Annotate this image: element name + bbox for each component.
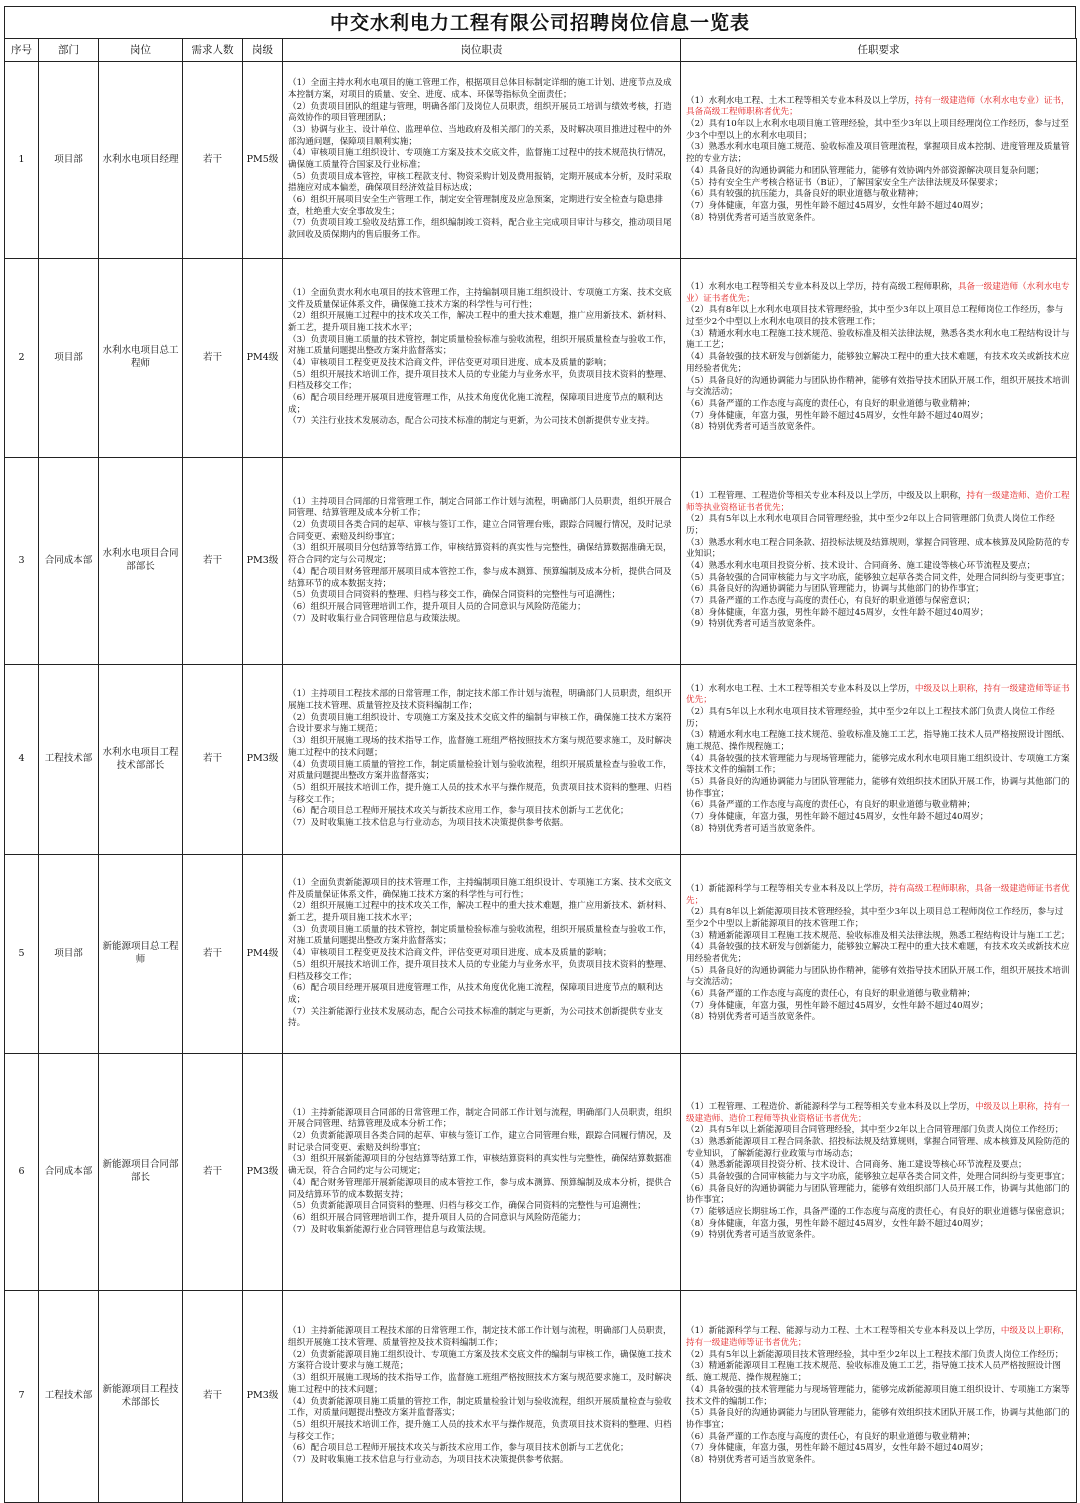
duty-item: （5）负责项目成本管控，审核工程款支付、物资采购计划及费用报销，定期开展成本分析，及时采取措施应对成本偏差，确保项目经济效益目标达成； <box>288 171 672 194</box>
requirement-item <box>686 777 1071 800</box>
requirement-item <box>686 96 1071 119</box>
requirement-red-text: 持有一级建造师（水利水电专业）证书，具备高级工程师职称者优先； <box>686 95 1070 118</box>
duty-item: （7）关注行业技术发展动态，配合公司技术标准的制定与更新，为公司技术创新提供专业支持。 <box>288 416 655 427</box>
requirement-item <box>686 1219 1071 1231</box>
requirements-cell <box>681 1291 1077 1503</box>
requirements-cell <box>681 259 1077 458</box>
requirement-red-text: 具备一级建造师（水利水电专业）证书者优先； <box>686 282 1070 304</box>
duty-item: （6）组织开展合同管理培训工作，提升项目人员的合同意识与风险防范能力； <box>288 1212 586 1223</box>
row-number: 7 <box>5 1291 39 1503</box>
requirement-item <box>686 1001 1071 1013</box>
requirement-item <box>686 966 1071 989</box>
duty-item: （6）配合项目总工程师开展技术攻关与新技术应用工作，参与项目技术创新与工艺优化； <box>288 1443 629 1454</box>
department-cell: 工程技术部 <box>39 665 99 855</box>
requirement-pre-text: （2）具有10年以上水利水电项目施工管理经验，其中至少3年以上项目经理岗位工作经历，参与过至少3个中型以上的水利水电项目； <box>686 119 1069 141</box>
header-dept: 部门 <box>39 39 99 62</box>
page-title: 中交水利电力工程有限公司招聘岗位信息一览表 <box>4 6 1076 38</box>
duty-item: （6）配合项目经理开展项目进度管理工作，从技术角度优化施工流程，保障项目进度节点的顺利达成； <box>288 393 664 415</box>
requirement-item <box>686 1102 1071 1125</box>
requirement-pre-text: （3）熟悉水利水电工程合同条款、招投标法规及结算规则，掌握合同管理、成本核算及风险防范的专业知识； <box>686 537 1070 560</box>
header-reqs: 任职要求 <box>681 39 1077 62</box>
requirement-item <box>686 824 1071 836</box>
duty-item: （7）及时收集行业合同管理信息与政策法规。 <box>288 613 466 624</box>
duty-item: （3）负责项目施工质量的技术管控，制定质量检验标准与验收流程，组织开展质量检查与验收工作，对施工质量问题提出整改方案并监督落实； <box>288 334 672 357</box>
requirement-item <box>686 1172 1071 1184</box>
table-row <box>5 62 1077 259</box>
requirement-pre-text: （2）具有8年以上水利水电项目技术管理经验，其中至少3年以上项目总工程师岗位工作经历，参与过至少2个中型以上水利水电项目的技术管理工作； <box>686 305 1064 328</box>
requirement-pre-text: （7）身体健康，年富力强，男性年龄不超过45周岁，女性年龄不超过40周岁； <box>686 812 989 823</box>
requirements-cell <box>681 665 1077 855</box>
position-cell: 水利水电项目经理 <box>99 62 183 259</box>
requirement-item <box>686 1230 1071 1242</box>
requirement-pre-text: （5）具备良好的沟通协调能力与团队管理能力，能够有效组织技术团队开展工作，协调与其他部门的协作事宜； <box>686 777 1070 799</box>
requirement-pre-text: （4）具备较强的技术研发与创新能力，能够独立解决工程中的重大技术难题，有技术攻关或新技术应用经验者优先； <box>686 352 1070 374</box>
requirement-item <box>686 730 1071 753</box>
duty-item: （7）及时收集施工技术信息与行业动态，为项目技术决策提供参考依据。 <box>288 1454 569 1465</box>
requirement-pre-text: （4）具备较强的技术管理能力与现场管理能力，能够完成水利水电项目施工组织设计、专项施工方案等技术文件的编制工作； <box>686 753 1070 776</box>
duty-item: （5）组织开展技术培训工作，提升项目技术人员的专业能力与业务水平，负责项目技术资料的整理、归档及移交工作； <box>288 959 672 982</box>
header-post: 岗位 <box>99 39 183 62</box>
requirement-pre-text: （6）具备良好的沟通协调能力与团队管理能力，能够有效组织部门人员开展工作，协调与其他部门的协作事宜； <box>686 1183 1070 1206</box>
duties-cell <box>283 1054 681 1291</box>
requirement-pre-text: （5）具备良好的沟通协调能力与团队管理能力，能够有效组织技术团队开展工作，协调与其他部门的协作事宜； <box>686 1408 1070 1430</box>
requirement-pre-text: （3）精通新能源项目工程施工技术规范、验收标准及相关法律法规，熟悉工程结构设计与施工工艺； <box>686 930 1070 941</box>
requirement-pre-text: （1）水利水电工程、土木工程等相关专业本科及以上学历， <box>686 95 915 106</box>
requirements-cell <box>681 62 1077 259</box>
grade-cell: PM3级 <box>243 458 283 665</box>
requirement-item <box>686 201 1071 213</box>
duty-item: （2）组织开展施工过程中的技术攻关工作，解决工程中的重大技术难题，推广应用新技术、新材料、新工艺，提升项目施工技术水平； <box>288 901 672 924</box>
duty-item: （4）审核项目工程变更及技术洽商文件，评估变更对项目进度、成本及质量的影响； <box>288 948 612 959</box>
row-number: 2 <box>5 259 39 458</box>
duty-item: （6）组织开展合同管理培训工作，提升项目人员的合同意识与风险防范能力； <box>288 601 586 612</box>
requirement-item <box>686 584 1071 596</box>
headcount-cell: 若干 <box>183 259 243 458</box>
duty-item: （5）组织开展技术培训工作，提升施工人员的技术水平与操作规范，负责项目技术资料的整理、归档与移交工作； <box>288 782 672 805</box>
requirement-item <box>686 1385 1071 1408</box>
requirement-pre-text: （7）能够适应长期驻场工作，具备严谨的工作态度与高度的责任心，有良好的职业道德与保密意识； <box>686 1207 1070 1218</box>
duties-cell <box>283 1291 681 1503</box>
header-no: 序号 <box>5 39 39 62</box>
requirement-pre-text: （9）特别优秀者可适当放宽条件。 <box>686 1230 821 1241</box>
requirement-item <box>686 931 1071 943</box>
department-cell: 项目部 <box>39 259 99 458</box>
requirement-item <box>686 684 1071 707</box>
row-number: 3 <box>5 458 39 665</box>
requirement-item <box>686 754 1071 777</box>
requirement-pre-text: （7）具备严谨的工作态度与高度的责任心，有良好的职业道德与保密意识； <box>686 596 976 607</box>
requirement-pre-text: （2）具有8年以上新能源项目技术管理经验，其中至少3年以上项目总工程师岗位工作经历，参与过至少2个中型以上新能源项目的技术管理工作； <box>686 907 1064 929</box>
row-number: 4 <box>5 665 39 855</box>
duty-item: （4）审核项目工程变更及技术洽商文件，评估变更对项目进度、成本及质量的影响； <box>288 358 612 368</box>
requirements-cell <box>681 1054 1077 1291</box>
requirement-item <box>686 1184 1071 1207</box>
requirement-item <box>686 1350 1071 1362</box>
duty-item: （4）配合财务管理部开展新能源项目的成本管控工作，参与成本测算、预算编制及成本分析，提供合同及结算环节的成本数据支持； <box>288 1177 672 1200</box>
requirement-pre-text: （1）新能源科学与工程、能源与动力工程、土木工程等相关专业本科及以上学历， <box>686 1326 1001 1337</box>
requirement-pre-text: （4）具备较强的技术管理能力与现场管理能力，能够完成新能源项目施工组织设计、专项施工方案等技术文件的编制工作； <box>686 1384 1070 1407</box>
header-duties: 岗位职责 <box>283 39 681 62</box>
department-cell: 项目部 <box>39 855 99 1054</box>
duties-cell <box>283 62 681 259</box>
requirement-item <box>686 119 1071 142</box>
requirement-pre-text: （1）工程管理、工程造价等相关专业本科及以上学历，中级及以上职称， <box>686 490 967 501</box>
duty-item: （7）及时收集施工技术信息与行业动态，为项目技术决策提供参考依据。 <box>288 817 569 828</box>
requirement-pre-text: （6）具有较强的抗压能力，具备良好的职业道德与敬业精神； <box>686 189 924 200</box>
requirement-pre-text: （8）特别优秀者可适当放宽条件。 <box>686 422 821 433</box>
requirement-item <box>686 1207 1071 1219</box>
requirement-pre-text: （2）具有5年以上新能源项目合同管理经验，其中至少2年以上合同管理部门负责人岗位工作经历； <box>686 1125 1064 1136</box>
table-body <box>5 62 1077 1503</box>
requirement-item <box>686 329 1071 352</box>
grade-cell: PM3级 <box>243 1054 283 1291</box>
header-count: 需求人数 <box>183 39 243 62</box>
duty-item: （2）负责新能源项目施工组织设计、专项施工方案及技术交底文件的编制与审核工作，确保施工技术方案符合设计要求与施工规范； <box>288 1349 672 1372</box>
requirement-pre-text: （4）熟悉新能源项目投资分析、技术设计、合同商务、施工建设等核心环节流程及要点； <box>686 1160 1027 1171</box>
requirement-pre-text: （5）持有安全生产考核合格证书（B证），了解国家安全生产法律法规及环保要求； <box>686 177 1003 188</box>
requirement-pre-text: （6）具备严谨的工作态度与高度的责任心，有良好的职业道德与敬业精神； <box>686 989 976 1000</box>
duty-item: （4）负责新能源项目施工质量的管控工作，制定质量检验计划与验收流程，组织开展质量检查与验收工作，对质量问题提出整改方案并监督落实； <box>288 1396 672 1419</box>
requirement-item <box>686 411 1071 423</box>
requirement-pre-text: （8）身体健康，年富力强，男性年龄不超过45周岁，女性年龄不超过40周岁； <box>686 1218 989 1229</box>
requirement-item <box>686 619 1071 631</box>
grade-cell: PM3级 <box>243 665 283 855</box>
requirement-item <box>686 989 1071 1001</box>
requirement-pre-text: （3）熟悉水利水电项目施工规范、验收标准及项目管理流程，掌握项目成本控制、进度管理及质量管控的专业方法； <box>686 142 1070 165</box>
requirement-item <box>686 1326 1071 1349</box>
requirement-pre-text: （8）特别优秀者可适当放宽条件。 <box>686 1454 821 1465</box>
grade-cell: PM4级 <box>243 855 283 1054</box>
duty-item: （5）负责新能源项目合同资料的整理、归档与移交工作，确保合同资料的完整性与可追溯性； <box>288 1201 646 1212</box>
duty-item: （1）全面负责水利水电项目的技术管理工作，主持编制项目施工组织设计、专项施工方案、技术交底文件及质量保证体系文件，确保施工技术方案的科学性与可行性； <box>288 287 672 310</box>
duty-item: （3）负责项目施工质量的技术管控，制定质量检验标准与验收流程，组织开展质量检查与验收工作，对施工质量问题提出整改方案并监督落实； <box>288 924 672 947</box>
position-cell: 水利水电项目总工程师 <box>99 259 183 458</box>
table-row <box>5 665 1077 855</box>
duties-cell <box>283 855 681 1054</box>
duties-cell <box>283 665 681 855</box>
requirement-pre-text: （5）具备良好的沟通协调能力与团队协作精神，能够有效指导技术团队开展工作，组织开展技术培训与交流活动； <box>686 375 1070 398</box>
requirement-item <box>686 538 1071 561</box>
headcount-cell: 若干 <box>183 855 243 1054</box>
requirement-pre-text: （5）具备较强的合同审核能力与文字功底，能够独立起草各类合同文件，处理合同纠纷与变更事宜； <box>686 1172 1070 1182</box>
recruitment-table <box>4 38 1077 1503</box>
duties-cell <box>283 458 681 665</box>
grade-cell: PM4级 <box>243 259 283 458</box>
duty-item: （4）配合项目财务管理部开展项目成本管控工作，参与成本测算、预算编制及成本分析，提供合同及结算环节的成本数据支持； <box>288 566 672 589</box>
table-row <box>5 1291 1077 1503</box>
row-number: 1 <box>5 62 39 259</box>
duty-item: （3）组织开展施工现场的技术指导工作，监督施工班组严格按照技术方案与规范要求施工，及时解决施工过程中的技术问题； <box>288 736 672 758</box>
position-cell: 新能源项目工程技术部部长 <box>99 1291 183 1503</box>
department-cell: 工程技术部 <box>39 1291 99 1503</box>
duty-item: （7）负责项目竣工验收及结算工作，组织编制竣工资料，配合业主完成项目审计与移交，推动项目尾款回收及质保期内的售后服务工作。 <box>288 218 672 241</box>
duty-item: （5）组织开展技术培训工作，提升施工人员的技术水平与操作规范，负责项目技术资料的整理、归档与移交工作； <box>288 1419 672 1442</box>
department-cell: 合同成本部 <box>39 458 99 665</box>
requirement-item <box>686 573 1071 585</box>
headcount-cell: 若干 <box>183 62 243 259</box>
grade-cell: PM3级 <box>243 1291 283 1503</box>
requirement-item <box>686 422 1071 434</box>
requirement-item <box>686 1455 1071 1467</box>
duty-item: （1）全面主持水利水电项目的施工管理工作，根据项目总体目标制定详细的施工计划、进度节点及成本控制方案，对项目的质量、安全、进度、成本、环保等指标负全面责任； <box>288 78 672 100</box>
requirement-pre-text: （7）身体健康，年富力强，男性年龄不超过45周岁，女性年龄不超过40周岁； <box>686 200 989 211</box>
requirement-pre-text: （6）具备严谨的工作态度与高度的责任心，有良好的职业道德与敬业精神； <box>686 1431 976 1442</box>
requirement-pre-text: （9）特别优秀者可适当放宽条件。 <box>686 619 821 630</box>
requirements-cell <box>681 458 1077 665</box>
requirement-item <box>686 213 1071 225</box>
table-row <box>5 259 1077 458</box>
requirement-item <box>686 1361 1071 1384</box>
duty-item: （3）协调与业主、设计单位、监理单位、当地政府及相关部门的关系，及时解决项目推进过程中的外部沟通问题，保障项目顺利实施； <box>288 124 672 147</box>
duty-item: （1）主持项目合同部的日常管理工作，制定合同部工作计划与流程，明确部门人员职责，组织开展合同管理、结算管理及成本分析工作； <box>288 496 672 519</box>
duty-item: （2）负责项目施工组织设计、专项施工方案及技术交底文件的编制与审核工作，确保施工技术方案符合设计要求与施工规范； <box>288 712 672 735</box>
duty-item: （4）负责项目施工质量的管控工作，制定质量检验计划与验收流程，组织开展质量检查与验收工作，对质量问题提出整改方案并监督落实； <box>288 759 672 782</box>
headcount-cell: 若干 <box>183 665 243 855</box>
headcount-cell: 若干 <box>183 1291 243 1503</box>
duty-item: （3）组织开展施工现场的技术指导工作，监督施工班组严格按照技术方案与规范要求施工，及时解决施工过程中的技术问题； <box>288 1373 672 1395</box>
requirement-item <box>686 707 1071 730</box>
duty-item: （7）关注新能源行业技术发展动态，配合公司技术标准的制定与更新，为公司技术创新提供专业支持。 <box>288 1006 664 1029</box>
requirement-pre-text: （6）具备良好的沟通协调能力与团队管理能力，协调与其他部门的协作事宜； <box>686 584 984 595</box>
header-grade: 岗级 <box>243 39 283 62</box>
duty-item: （5）组织开展技术培训工作，提升项目技术人员的专业能力与业务水平，负责项目技术资料的整理、归档及移交工作； <box>288 369 672 392</box>
duty-item: （7）及时收集新能源行业合同管理信息与政策法规。 <box>288 1224 492 1235</box>
requirement-red-text: 持有高级工程师职称，具备一级建造师证书者优先； <box>686 883 1070 906</box>
requirement-item <box>686 1125 1071 1137</box>
table-row <box>5 1054 1077 1291</box>
requirement-item <box>686 561 1071 573</box>
requirement-item <box>686 166 1071 178</box>
duty-item: （1）主持新能源项目工程技术部的日常管理工作，制定技术部工作计划与流程，明确部门人员职责，组织开展施工技术管理、质量管控及技术资料编制工作； <box>288 1326 672 1349</box>
requirement-pre-text: （1）水利水电工程、土木工程等相关专业本科及以上学历， <box>686 683 915 694</box>
requirement-pre-text: （4）具备较强的技术研发与创新能力，能够独立解决工程中的重大技术难题，有技术攻关或新技术应用经验者优先； <box>686 942 1070 964</box>
requirement-item <box>686 282 1071 305</box>
table-row <box>5 458 1077 665</box>
row-number: 5 <box>5 855 39 1054</box>
requirement-pre-text: （2）具有5年以上水利水电项目技术管理经验，其中至少2年以上工程技术部门负责人岗位工作经历； <box>686 706 1055 729</box>
duty-item: （1）主持项目工程技术部的日常管理工作，制定技术部工作计划与流程，明确部门人员职责，组织开展施工技术管理、质量管控及技术资料编制工作； <box>288 689 672 712</box>
requirement-item <box>686 596 1071 608</box>
requirement-pre-text: （8）特别优秀者可适当放宽条件。 <box>686 212 821 223</box>
duty-item: （2）负责新能源项目各类合同的起草、审核与签订工作，建立合同管理台账，跟踪合同履行情况，及时记录合同变更、索赔及纠纷事宜； <box>288 1131 672 1153</box>
requirement-item <box>686 812 1071 824</box>
requirement-item <box>686 514 1071 537</box>
requirement-item <box>686 884 1071 907</box>
duty-item: （6）配合项目总工程师开展技术攻关与新技术应用工作，参与项目技术创新与工艺优化； <box>288 806 629 817</box>
requirement-item <box>686 376 1071 399</box>
requirement-pre-text: （4）熟悉水利水电项目投资分析、技术设计、合同商务、施工建设等核心环节流程及要点； <box>686 561 1036 571</box>
position-cell: 水利水电项目合同部部长 <box>99 458 183 665</box>
requirement-item <box>686 1137 1071 1160</box>
requirement-pre-text: （7）身体健康，年富力强，男性年龄不超过45周岁，女性年龄不超过40周岁； <box>686 1443 989 1454</box>
requirement-item <box>686 491 1071 514</box>
duty-item: （2）负责项目各类合同的起草、审核与签订工作，建立合同管理台账，跟踪合同履行情况，及时记录合同变更、索赔及纠纷事宜； <box>288 520 672 542</box>
requirement-pre-text: （2）具有5年以上水利水电项目合同管理经验，其中至少2年以上合同管理部门负责人岗位工作经历； <box>686 514 1055 536</box>
duties-cell <box>283 259 681 458</box>
position-cell: 新能源项目合同部部长 <box>99 1054 183 1291</box>
requirement-item <box>686 352 1071 375</box>
grade-cell: PM5级 <box>243 62 283 259</box>
requirement-item <box>686 800 1071 812</box>
requirement-red-text: 中级及以上职称，持有一级建造师等证书者优先； <box>686 1326 1070 1349</box>
headcount-cell: 若干 <box>183 458 243 665</box>
duty-item: （6）组织开展项目安全生产管理工作，制定安全管理制度及应急预案，定期进行安全检查与隐患排查，杜绝重大安全事故发生； <box>288 195 664 217</box>
requirement-item <box>686 1432 1071 1444</box>
requirement-pre-text: （3）精通新能源项目工程施工技术规范、验收标准及施工工艺，指导施工技术人员严格按照设计图纸、施工规范、操作规程施工； <box>686 1361 1062 1384</box>
requirement-pre-text: （8）特别优秀者可适当放宽条件。 <box>686 1012 821 1023</box>
requirement-pre-text: （6）具备严谨的工作态度与高度的责任心，有良好的职业道德与敬业精神； <box>686 800 976 811</box>
requirement-pre-text: （7）身体健康，年富力强，男性年龄不超过45周岁，女性年龄不超过40周岁； <box>686 1000 989 1011</box>
requirement-pre-text: （2）具有5年以上新能源项目技术管理经验，其中至少2年以上工程技术部门负责人岗位工作经历； <box>686 1349 1064 1360</box>
requirement-red-text: 中级及以上职称，持有一级建造师、造价工程师等执业资格证书者优先； <box>686 1101 1070 1124</box>
requirement-item <box>686 1160 1071 1172</box>
table-row <box>5 855 1077 1054</box>
duty-item: （5）负责项目合同资料的整理、归档与移交工作，确保合同资料的完整性与可追溯性； <box>288 590 621 601</box>
duty-item: （3）组织开展新能源项目的分包结算等结算工作，审核结算资料的真实性与完整性，确保结算数据准确无误，符合合同约定与公司规定； <box>288 1154 672 1177</box>
requirement-red-text: 中级及以上职称，持有一级建造师等证书优先； <box>686 683 1070 706</box>
requirement-pre-text: （4）具备良好的沟通协调能力和团队管理能力，能够有效协调内外部资源解决项目复杂问题； <box>686 165 1044 176</box>
duty-item: （1）主持新能源项目合同部的日常管理工作，制定合同部工作计划与流程，明确部门人员职责，组织开展合同管理、结算管理及成本分析工作； <box>288 1107 672 1130</box>
position-cell: 水利水电项目工程技术部部长 <box>99 665 183 855</box>
table-header-row <box>5 39 1077 62</box>
requirement-item <box>686 942 1071 965</box>
requirement-item <box>686 305 1071 328</box>
requirement-pre-text: （3）精通水利水电工程施工技术规范、验收标准及相关法律法规，熟悉各类水利水电工程结构设计与施工工艺； <box>686 328 1070 351</box>
requirement-item <box>686 1408 1071 1431</box>
requirement-pre-text: （8）特别优秀者可适当放宽条件。 <box>686 823 821 834</box>
requirement-pre-text: （5）具备较强的合同审核能力与文字功底，能够独立起草各类合同文件，处理合同纠纷与变更事宜； <box>686 572 1070 583</box>
duty-item: （2）组织开展施工过程中的技术攻关工作，解决工程中的重大技术难题，推广应用新技术、新材料、新工艺，提升项目施工技术水平； <box>288 311 672 333</box>
requirement-item <box>686 399 1071 411</box>
requirement-pre-text: （5）具备良好的沟通协调能力与团队协作精神，能够有效指导技术团队开展工作，组织开展技术培训与交流活动； <box>686 965 1070 988</box>
requirement-item <box>686 142 1071 165</box>
requirement-pre-text: （7）身体健康，年富力强，男性年龄不超过45周岁，女性年龄不超过40周岁； <box>686 410 989 421</box>
requirement-item <box>686 1012 1071 1024</box>
duty-item: （2）负责项目团队的组建与管理，明确各部门及岗位人员职责，组织开展员工培训与绩效考核，打造高效协作的项目管理团队； <box>288 101 672 124</box>
row-number: 6 <box>5 1054 39 1291</box>
requirement-pre-text: （1）工程管理、工程造价、新能源科学与工程等相关专业本科及以上学历， <box>686 1101 976 1112</box>
requirement-pre-text: （3）熟悉新能源项目工程合同条款、招投标法规及结算规则，掌握合同管理、成本核算及风险防范的专业知识，了解新能源行业政策与市场动态； <box>686 1136 1070 1159</box>
requirements-cell <box>681 855 1077 1054</box>
requirement-pre-text: （6）具备严谨的工作态度与高度的责任心，有良好的职业道德与敬业精神； <box>686 398 976 409</box>
requirement-pre-text: （8）身体健康，年富力强，男性年龄不超过45周岁，女性年龄不超过40周岁； <box>686 607 989 618</box>
position-cell: 新能源项目总工程师 <box>99 855 183 1054</box>
requirement-item <box>686 608 1071 620</box>
department-cell: 项目部 <box>39 62 99 259</box>
requirement-pre-text: （1）新能源科学与工程等相关专业本科及以上学历， <box>686 883 890 894</box>
requirement-item <box>686 1443 1071 1455</box>
duty-item: （6）配合项目经理开展项目进度管理工作，从技术角度优化施工流程，保障项目进度节点的顺利达成； <box>288 983 664 1005</box>
requirement-pre-text: （3）精通水利水电工程施工技术规范、验收标准及施工工艺，指导施工技术人员严格按照设计图纸、施工规范、操作规程施工； <box>686 730 1070 752</box>
duty-item: （1）全面负责新能源项目的技术管理工作，主持编制项目施工组织设计、专项施工方案、技术交底文件及质量保证体系文件，确保施工技术方案的科学性与可行性； <box>288 878 672 900</box>
requirement-item <box>686 907 1071 930</box>
duty-item: （3）组织开展项目分包结算等结算工作，审核结算资料的真实性与完整性，确保结算数据准确无误，符合合同约定与公司规定； <box>288 543 672 566</box>
requirement-item <box>686 178 1071 190</box>
requirement-item <box>686 189 1071 201</box>
headcount-cell: 若干 <box>183 1054 243 1291</box>
duty-item: （4）审核项目施工组织设计、专项施工方案及技术交底文件，监督施工过程中的技术规范执行情况，确保施工质量符合国家及行业标准； <box>288 148 672 170</box>
requirement-pre-text: （1）水利水电工程等相关专业本科及以上学历，持有高级工程师职称， <box>686 282 958 293</box>
recruitment-table-page <box>0 6 1080 1500</box>
requirement-red-text: 持有一级建造师、造价工程师等执业资格证书者优先； <box>686 490 1070 513</box>
department-cell: 合同成本部 <box>39 1054 99 1291</box>
